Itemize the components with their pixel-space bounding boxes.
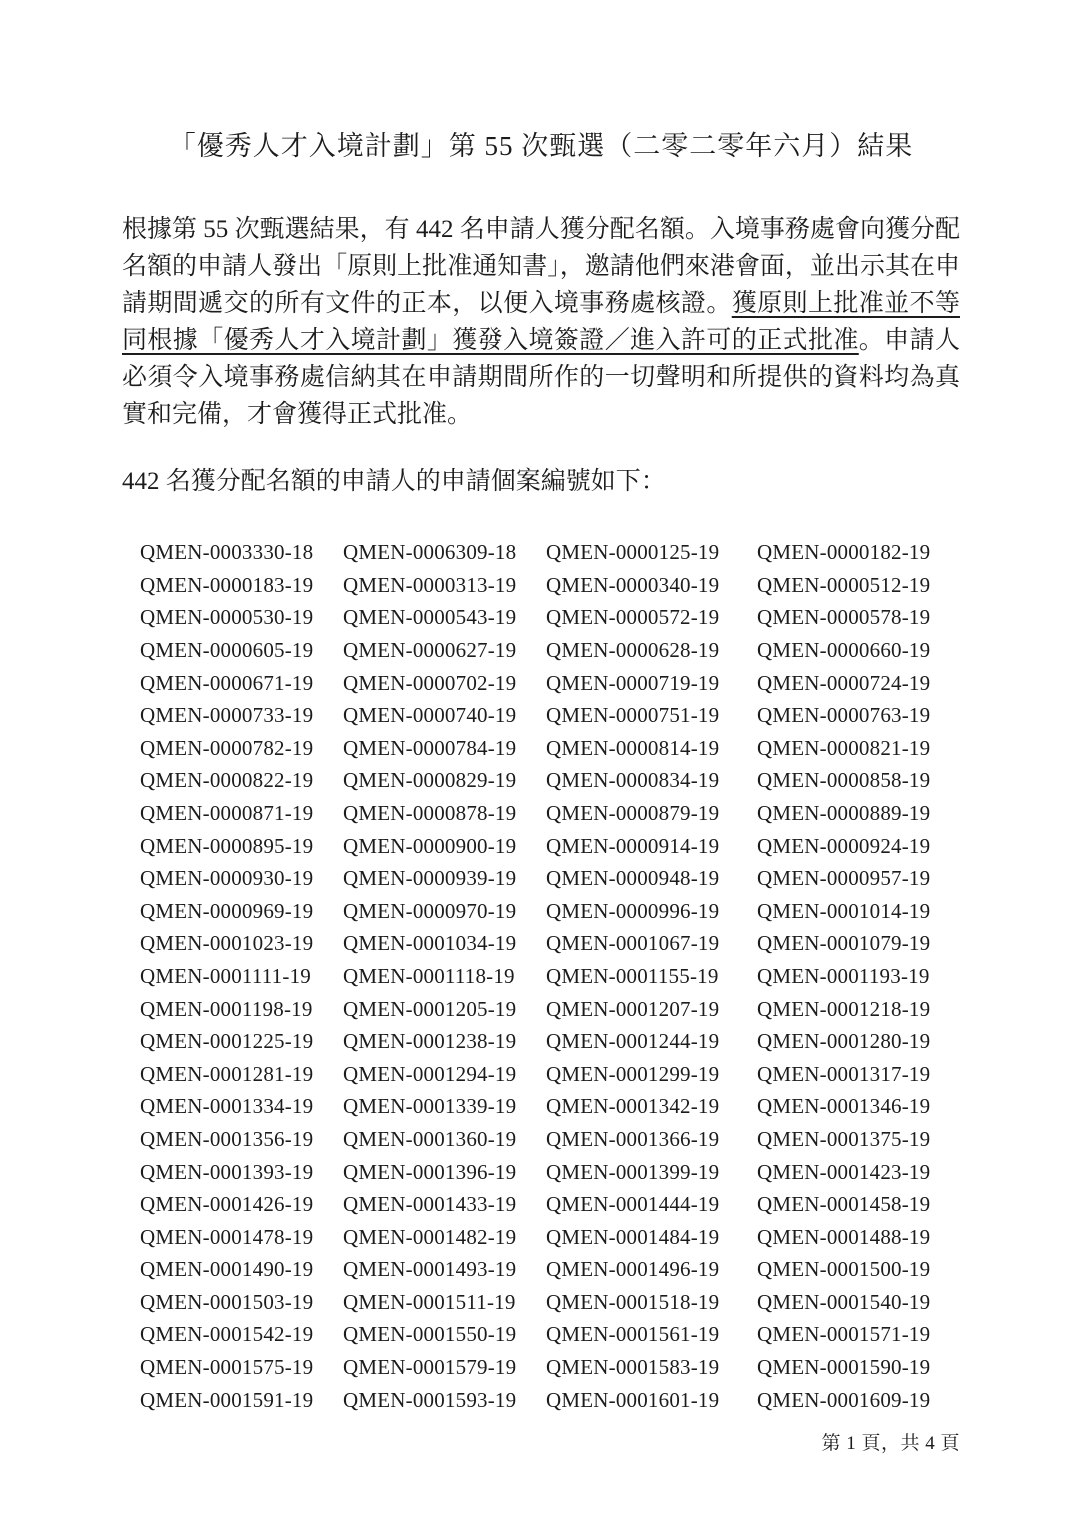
table-row (140, 667, 935, 700)
case-number: QMEN-0001238-19 (343, 1029, 517, 1054)
case-number: QMEN-0006309-18 (343, 540, 517, 565)
case-number: QMEN-0000340-19 (546, 572, 720, 597)
table-row (140, 1058, 935, 1091)
case-number: QMEN-0000834-19 (546, 768, 720, 793)
case-number: QMEN-0001458-19 (757, 1192, 931, 1217)
case-number: QMEN-0000948-19 (546, 866, 720, 891)
case-number: QMEN-0001067-19 (546, 931, 720, 956)
table-row (140, 1123, 935, 1156)
case-number: QMEN-0000924-19 (757, 833, 931, 858)
case-number: QMEN-0001225-19 (140, 1029, 314, 1054)
case-number: QMEN-0000578-19 (757, 605, 931, 630)
table-row (140, 797, 935, 830)
case-number: QMEN-0000814-19 (546, 735, 720, 760)
case-number: QMEN-0001317-19 (757, 1061, 931, 1086)
case-number: QMEN-0001244-19 (546, 1029, 720, 1054)
table-row (140, 1188, 935, 1221)
case-number: QMEN-0000821-19 (757, 735, 931, 760)
case-number: QMEN-0000970-19 (343, 898, 517, 923)
case-number: QMEN-0000782-19 (140, 735, 314, 760)
case-number: QMEN-0000969-19 (140, 898, 314, 923)
case-number: QMEN-0000889-19 (757, 800, 931, 825)
case-number: QMEN-0000822-19 (140, 768, 314, 793)
case-number: QMEN-0001205-19 (343, 996, 517, 1021)
case-number: QMEN-0001299-19 (546, 1061, 720, 1086)
case-number: QMEN-0001590-19 (757, 1355, 931, 1380)
case-number: QMEN-0001444-19 (546, 1192, 720, 1217)
table-row (140, 1091, 935, 1124)
case-number: QMEN-0001218-19 (757, 996, 931, 1021)
case-number: QMEN-0000671-19 (140, 670, 314, 695)
case-number: QMEN-0001393-19 (140, 1159, 314, 1184)
case-number: QMEN-0001542-19 (140, 1322, 314, 1347)
case-number: QMEN-0001561-19 (546, 1322, 720, 1347)
case-number: QMEN-0000733-19 (140, 703, 314, 728)
table-row (140, 1286, 935, 1319)
case-number: QMEN-0001155-19 (546, 963, 719, 988)
case-number: QMEN-0001366-19 (546, 1126, 720, 1151)
case-number: QMEN-0001356-19 (140, 1126, 314, 1151)
case-number: QMEN-0000512-19 (757, 572, 931, 597)
case-number: QMEN-0001575-19 (140, 1355, 314, 1380)
case-number: QMEN-0001484-19 (546, 1224, 720, 1249)
case-number: QMEN-0000996-19 (546, 898, 720, 923)
case-number: QMEN-0000183-19 (140, 572, 314, 597)
case-number: QMEN-0001339-19 (343, 1094, 517, 1119)
case-number: QMEN-0001375-19 (757, 1126, 931, 1151)
paragraph-underlined-clause: 獲原則上批准並不等同根據「優秀人才入境計劃」獲發入境簽證／進入許可的正式批准 (122, 290, 960, 355)
case-number: QMEN-0001493-19 (343, 1257, 517, 1282)
case-number: QMEN-0001579-19 (343, 1355, 517, 1380)
case-number: QMEN-0000605-19 (140, 638, 314, 663)
case-number: QMEN-0000895-19 (140, 833, 314, 858)
case-number: QMEN-0000530-19 (140, 605, 314, 630)
case-number: QMEN-0001294-19 (343, 1061, 517, 1086)
case-number: QMEN-0000740-19 (343, 703, 517, 728)
table-row (140, 699, 935, 732)
case-number: QMEN-0001593-19 (343, 1387, 517, 1412)
case-number: QMEN-0001488-19 (757, 1224, 931, 1249)
case-number: QMEN-0001023-19 (140, 931, 314, 956)
case-number: QMEN-0000957-19 (757, 866, 931, 891)
table-row (140, 830, 935, 863)
case-number: QMEN-0000702-19 (343, 670, 517, 695)
case-number: QMEN-0001503-19 (140, 1289, 314, 1314)
case-number: QMEN-0000628-19 (546, 638, 720, 663)
case-number: QMEN-0001571-19 (757, 1322, 931, 1347)
case-number: QMEN-0000858-19 (757, 768, 931, 793)
case-number: QMEN-0001609-19 (757, 1387, 931, 1412)
case-number: QMEN-0000914-19 (546, 833, 720, 858)
case-list-intro: 442 名獲分配名額的申請人的申請個案編號如下： (122, 468, 666, 496)
table-row (140, 1384, 935, 1417)
table-row (140, 634, 935, 667)
case-number: QMEN-0000939-19 (343, 866, 517, 891)
case-number: QMEN-0001281-19 (140, 1061, 314, 1086)
case-number: QMEN-0001518-19 (546, 1289, 720, 1314)
case-number: QMEN-0000313-19 (343, 572, 517, 597)
table-row (140, 602, 935, 635)
case-number: QMEN-0001334-19 (140, 1094, 314, 1119)
table-row (140, 1351, 935, 1384)
page-title: 「優秀人才入境計劃」第 55 次甄選（二零二零年六月）結果 (168, 131, 914, 161)
case-number: QMEN-0001034-19 (343, 931, 517, 956)
case-number: QMEN-0000627-19 (343, 638, 517, 663)
case-number: QMEN-0001014-19 (757, 898, 931, 923)
case-number: QMEN-0001482-19 (343, 1224, 517, 1249)
table-row (140, 569, 935, 602)
case-number: QMEN-0001111-19 (140, 963, 311, 988)
table-row (140, 1319, 935, 1352)
table-row (140, 895, 935, 928)
case-number: QMEN-0000724-19 (757, 670, 931, 695)
table-row (140, 862, 935, 895)
case-number: QMEN-0000878-19 (343, 800, 517, 825)
case-number: QMEN-0001360-19 (343, 1126, 517, 1151)
table-row (140, 536, 935, 569)
case-number: QMEN-0001500-19 (757, 1257, 931, 1282)
case-number: QMEN-0001342-19 (546, 1094, 720, 1119)
case-number: QMEN-0000784-19 (343, 735, 517, 760)
case-number: QMEN-0001496-19 (546, 1257, 720, 1282)
table-row (140, 1221, 935, 1254)
case-number: QMEN-0000751-19 (546, 703, 720, 728)
case-number: QMEN-0000182-19 (757, 540, 931, 565)
page-number-footer: 第 1 頁，共 4 頁 (821, 1433, 960, 1454)
case-number: QMEN-0001490-19 (140, 1257, 314, 1282)
case-number: QMEN-0000543-19 (343, 605, 517, 630)
case-number: QMEN-0001280-19 (757, 1029, 931, 1054)
table-row (140, 1025, 935, 1058)
case-number: QMEN-0001540-19 (757, 1289, 931, 1314)
case-number: QMEN-0000930-19 (140, 866, 314, 891)
case-number: QMEN-0001511-19 (343, 1289, 516, 1314)
case-number: QMEN-0001118-19 (343, 963, 515, 988)
case-number: QMEN-0000900-19 (343, 833, 517, 858)
table-row (140, 732, 935, 765)
case-number: QMEN-0001079-19 (757, 931, 931, 956)
table-row (140, 1254, 935, 1287)
case-number: QMEN-0001426-19 (140, 1192, 314, 1217)
paragraph-text-before-underline: 根據第 55 次甄選結果，有 442 名申請人獲分配名額。入境事務處會向獲分配名額的申請人發出「原則上批准通知書」，邀請他們來港會面，並出示其在申請期間遞交的所有文件的正本，以便入境事務處核證。 (122, 216, 960, 318)
case-number: QMEN-0000125-19 (546, 540, 720, 565)
case-number: QMEN-0000572-19 (546, 605, 720, 630)
table-row (140, 1156, 935, 1189)
case-number: QMEN-0000763-19 (757, 703, 931, 728)
case-number: QMEN-0000871-19 (140, 800, 314, 825)
case-number: QMEN-0001423-19 (757, 1159, 931, 1184)
case-number: QMEN-0001591-19 (140, 1387, 314, 1412)
table-row (140, 765, 935, 798)
case-number: QMEN-0003330-18 (140, 540, 314, 565)
table-row (140, 960, 935, 993)
case-number: QMEN-0000660-19 (757, 638, 931, 663)
case-number: QMEN-0001583-19 (546, 1355, 720, 1380)
case-number: QMEN-0000879-19 (546, 800, 720, 825)
paragraph-text-after-underline: 。申請人必須令入境事務處信納其在申請期間所作的一切聲明和所提供的資料均為真實和完備，才會獲得正式批准。 (122, 327, 960, 429)
case-number: QMEN-0001433-19 (343, 1192, 517, 1217)
case-number: QMEN-0001478-19 (140, 1224, 314, 1249)
case-number: QMEN-0000719-19 (546, 670, 720, 695)
case-number: QMEN-0001399-19 (546, 1159, 720, 1184)
case-number: QMEN-0001550-19 (343, 1322, 517, 1347)
case-number: QMEN-0001346-19 (757, 1094, 931, 1119)
case-number-table (140, 536, 935, 1416)
case-number: QMEN-0001396-19 (343, 1159, 517, 1184)
intro-paragraph (122, 211, 960, 433)
table-row (140, 928, 935, 961)
case-number: QMEN-0000829-19 (343, 768, 517, 793)
case-number: QMEN-0001198-19 (140, 996, 313, 1021)
case-number: QMEN-0001193-19 (757, 963, 930, 988)
case-number: QMEN-0001601-19 (546, 1387, 720, 1412)
case-number: QMEN-0001207-19 (546, 996, 720, 1021)
table-row (140, 993, 935, 1026)
